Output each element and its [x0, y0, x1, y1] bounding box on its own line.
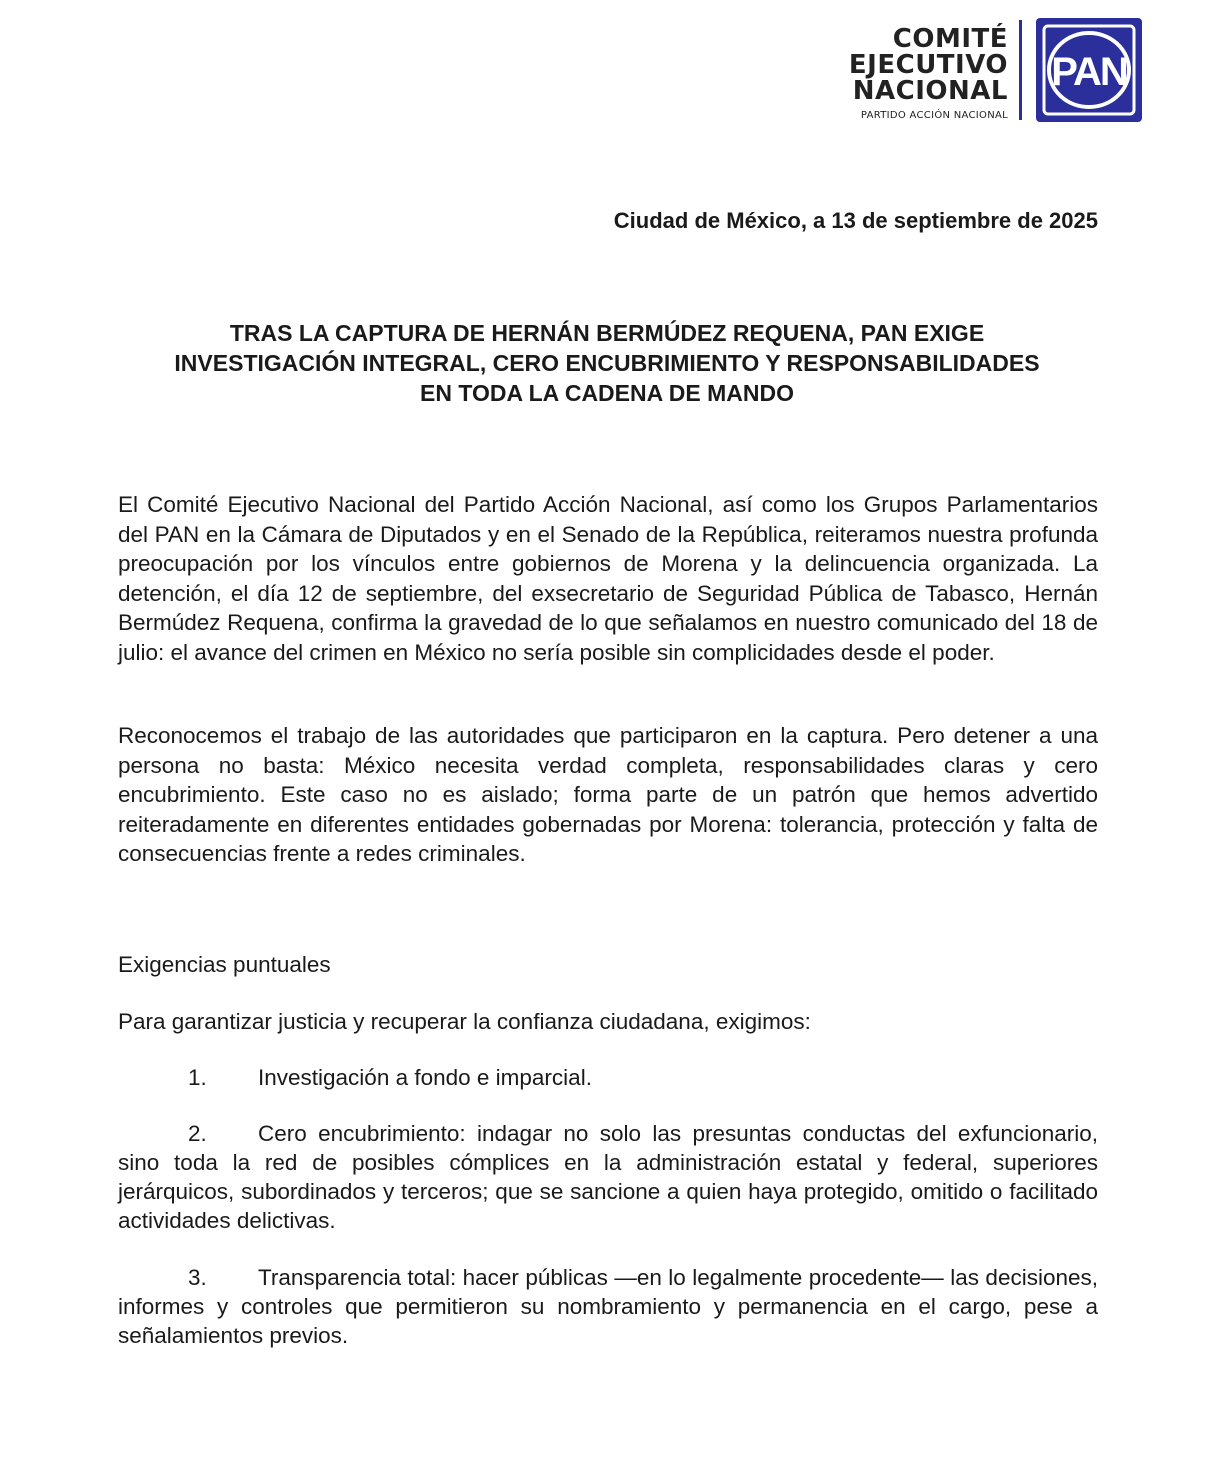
pan-emblem-icon [1041, 23, 1137, 117]
committee-logo-text [849, 26, 1008, 121]
headline-line-1: TRAS LA CAPTURA DE HERNÁN BERMÚDEZ REQUENA, PAN EXIGE [229, 320, 985, 346]
demand-number: 3. [188, 1265, 207, 1290]
date-line: Ciudad de México, a 13 de septiembre de 2025 [613, 208, 1098, 233]
pan-logo [1036, 18, 1142, 122]
demands-intro: Para garantizar justicia y recuperar la confianza ciudadana, exigimos: [118, 1009, 811, 1034]
logo-divider [1019, 20, 1022, 120]
logo-line-2: EJECUTIVO [848, 50, 1008, 80]
demand-number: 2. [188, 1121, 207, 1146]
demand-item-1 [118, 1063, 1098, 1092]
svg-text:PAN: PAN [1051, 50, 1127, 94]
paragraph-2: Reconocemos el trabajo de las autoridades que participaron en la captura. Pero detener a una persona no basta: México necesita verdad completa, responsabilidades claras y cero encubrimiento. Este caso no es aislado; forma parte de un patrón que hemos advertido reiteradamente en diferentes entidades gobernadas por Morena: tolerancia, protección y falta de consecuencias frente a redes criminales. [118, 723, 1098, 866]
demand-text: Investigación a fondo e imparcial. [258, 1065, 592, 1090]
section-title: Exigencias puntuales [118, 952, 331, 977]
logo-subtitle: PARTIDO ACCIÓN NACIONAL [860, 110, 1008, 121]
headline-line-2: INVESTIGACIÓN INTEGRAL, CERO ENCUBRIMIENTO Y RESPONSABILIDADES [174, 350, 1040, 376]
demand-item-3 [118, 1263, 1098, 1350]
logo-line-1: COMITÉ [892, 24, 1008, 54]
press-headline [110, 318, 1104, 408]
demand-item-2 [118, 1119, 1098, 1235]
headline-line-3: EN TODA LA CADENA DE MANDO [420, 380, 794, 406]
demand-text: Transparencia total: hacer públicas —en lo legalmente procedente— las decisiones, informes y controles que permitieron su nombramiento y permanencia en el cargo, pese a señalamientos previos. [118, 1265, 1098, 1348]
paragraph-1: El Comité Ejecutivo Nacional del Partido Acción Nacional, así como los Grupos Parlamentarios del PAN en la Cámara de Diputados y en el Senado de la República, reiteramos nuestra profunda preocupación por los vínculos entre gobiernos de Morena y la delincuencia organizada. La detención, el día 12 de septiembre, del exsecretario de Seguridad Pública de Tabasco, Hernán Bermúdez Requena, confirma la gravedad de lo que señalamos en nuestro comunicado del 18 de julio: el avance del crimen en México no sería posible sin complicidades desde el poder. [118, 492, 1098, 665]
demand-number: 1. [188, 1065, 207, 1090]
demand-text: Cero encubrimiento: indagar no solo las presuntas conductas del exfuncionario, sino toda la red de posibles cómplices en la administración estatal y federal, superiores jerárquicos, subordinados y terceros; que se sancione a quien haya protegido, omitido o facilitado actividades delictivas. [118, 1121, 1098, 1233]
logo-line-3: NACIONAL [852, 76, 1008, 106]
